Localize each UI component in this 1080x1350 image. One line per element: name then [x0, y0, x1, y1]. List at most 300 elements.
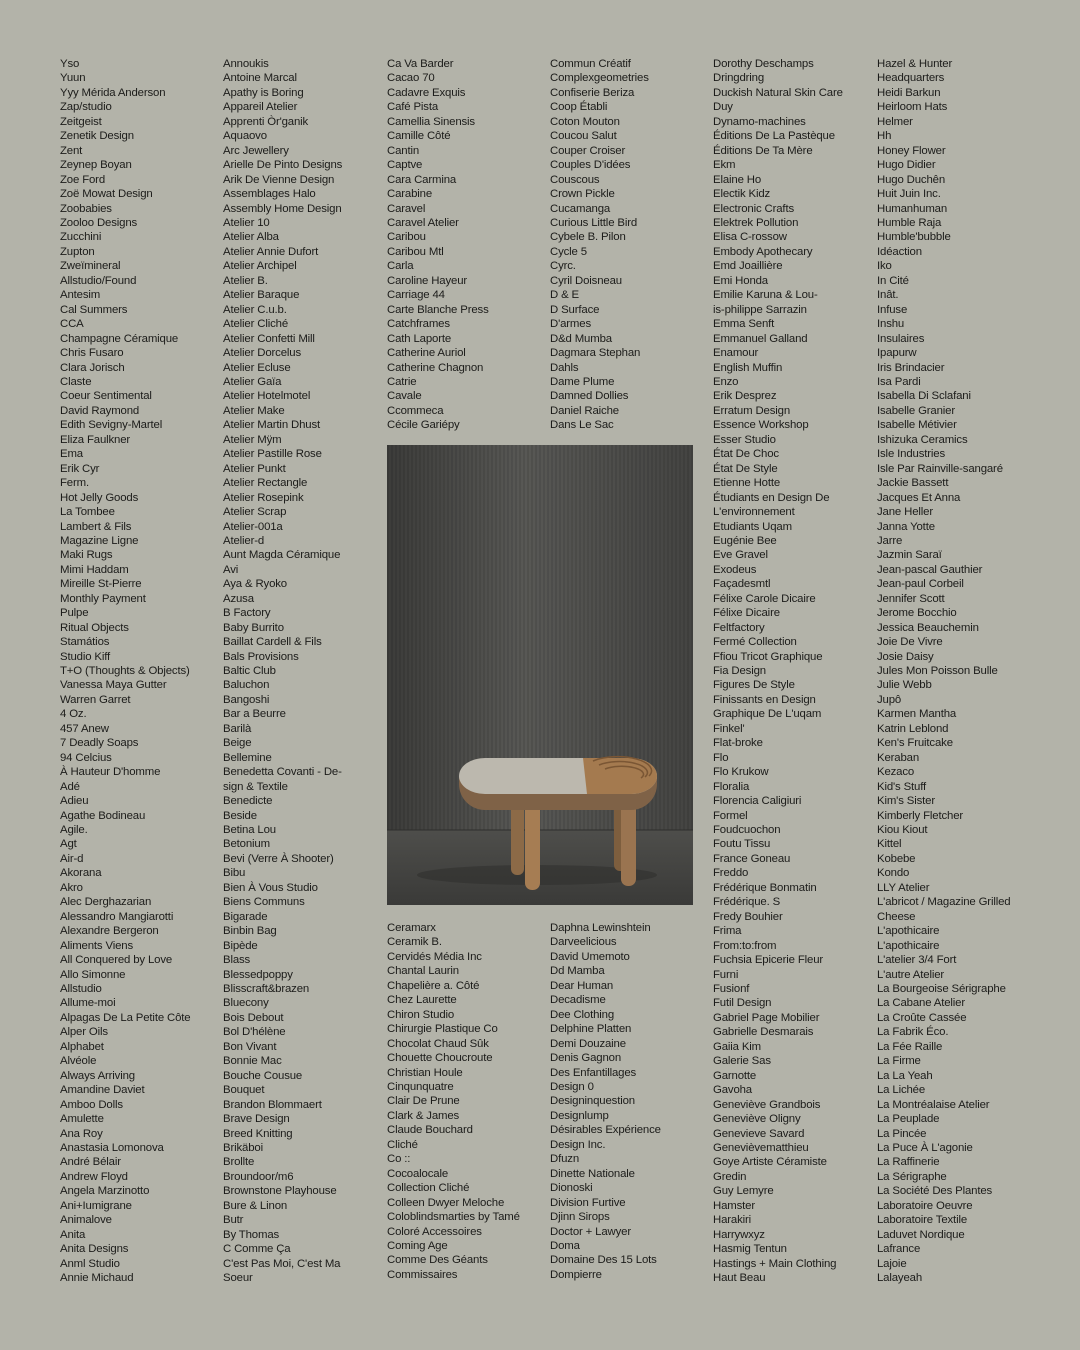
brand-name: Bellemine	[223, 751, 272, 764]
brand-name: Frédérique. S	[713, 896, 781, 909]
brand-name: Atelier Punkt	[223, 462, 286, 475]
brand-name: Furni	[713, 968, 739, 981]
brand-name: Étudiants en Design De	[713, 491, 830, 504]
brand-name: Atelier C.u.b.	[223, 303, 287, 316]
brand-name: Hot Jelly Goods	[60, 491, 139, 504]
brand-name: Anita Designs	[60, 1243, 129, 1256]
brand-name: Atelier Dorcelus	[223, 347, 301, 360]
brand-name: Cinqunquatre	[387, 1080, 454, 1093]
brand-name: Headquarters	[877, 72, 945, 85]
brand-name: Dans Le Sac	[550, 419, 614, 432]
brand-name: Agile.	[60, 824, 88, 837]
brand-name: Biens Communs	[223, 896, 305, 909]
brand-name: Betina Lou	[223, 824, 276, 837]
brand-name: Caribou	[387, 231, 426, 244]
brand-name: Kezaco	[877, 766, 915, 779]
brand-name: Couscous	[550, 173, 600, 186]
brand-column-2	[223, 57, 342, 1286]
brand-name: Chocolat Chaud Sûk	[387, 1037, 489, 1050]
brand-name: Appareil Atelier	[223, 101, 298, 114]
brand-name: Ceramik B.	[387, 936, 442, 949]
brand-name: Cocoalocale	[387, 1167, 449, 1180]
brand-name: Brownstone Playhouse	[223, 1185, 337, 1198]
brand-name: 94 Celcius	[60, 751, 112, 764]
brand-name: Jackie Bassett	[877, 477, 949, 490]
brand-name: Atelier Martin Dhust	[223, 419, 321, 432]
brand-name: Atelier Make	[223, 404, 285, 417]
brand-name: Atelier Scrap	[223, 506, 287, 519]
brand-name: Crown Pickle	[550, 188, 615, 201]
brand-name: Dynamo-machines	[713, 115, 806, 128]
brand-name: Arielle De Pinto Designs	[223, 159, 343, 172]
brand-name: Arik De Vienne Design	[223, 173, 335, 186]
brand-name: David Raymond	[60, 404, 140, 417]
brand-name: Flat-broke	[713, 737, 763, 750]
brand-name: Co ::	[387, 1153, 411, 1166]
brand-name: Éditions De La Pastèque	[713, 130, 835, 143]
brand-name: Alec Derghazarian	[60, 896, 152, 909]
brand-name: Hasmig Tentun	[713, 1243, 787, 1256]
brand-name: Emilie Karuna & Lou-	[713, 289, 818, 302]
brand-name: Zent	[60, 144, 83, 157]
brand-name: Bien À Vous Studio	[223, 881, 318, 894]
brand-name: Amandine Daviet	[60, 1084, 145, 1097]
brand-name: Dagmara Stephan	[550, 347, 641, 360]
brand-name: Graphique De L'uqam	[713, 708, 822, 721]
brand-name: Lajoie	[877, 1257, 907, 1270]
brand-name: Stamátios	[60, 636, 110, 649]
brand-name: Gavoha	[713, 1084, 752, 1097]
brand-name: Finissants en Design	[713, 693, 816, 706]
brand-name: Chiron Studio	[387, 1008, 455, 1021]
brand-name: Isabella Di Sclafani	[877, 390, 971, 403]
brand-name: Magazine Ligne	[60, 534, 139, 547]
brand-name: Julie Webb	[877, 679, 932, 692]
brand-name: La Montréalaise Atelier	[877, 1098, 990, 1111]
brand-name: Akro	[60, 881, 83, 894]
brand-name: Soeur	[223, 1272, 253, 1285]
brand-name: Isle Par Rainville-sangaré	[877, 462, 1003, 475]
brand-name: Félixe Carole Dicaire	[713, 592, 816, 605]
brand-name: Frédérique Bonmatin	[713, 881, 817, 894]
brand-name: Yso	[60, 58, 80, 70]
brand-name: La La Yeah	[877, 1069, 933, 1082]
brand-name: Flo Krukow	[713, 766, 769, 779]
brand-name: Emmanuel Galland	[713, 332, 808, 345]
brand-name: Alper Oils	[60, 1026, 108, 1039]
brand-name: Cyril Doisneau	[550, 274, 622, 287]
brand-name: By Thomas	[223, 1228, 280, 1241]
brand-name: France Goneau	[713, 852, 791, 865]
brand-name: In Cité	[877, 274, 909, 287]
brand-name: Eve Gravel	[713, 549, 768, 562]
brand-column-4-top	[550, 57, 649, 433]
brand-name: Laboratoire Oeuvre	[877, 1199, 973, 1212]
brand-name: Duy	[713, 101, 733, 114]
brand-name: Claste	[60, 375, 92, 388]
brand-name: Harakiri	[713, 1214, 752, 1227]
brand-name: Gaiia Kim	[713, 1040, 762, 1053]
brand-name: Demi Douzaine	[550, 1037, 626, 1050]
brand-name: Electik Kidz	[713, 188, 771, 201]
brand-name: Flo	[713, 751, 729, 764]
brand-name: Atelier Archipel	[223, 260, 297, 273]
brand-name: Ema	[60, 448, 83, 461]
brand-name: Humble Raja	[877, 216, 942, 229]
brand-name: Zweïmineral	[60, 260, 121, 273]
brand-name: Zoe Ford	[60, 173, 106, 186]
brand-name: Lafrance	[877, 1243, 921, 1256]
brand-name: Ishizuka Ceramics	[877, 433, 968, 446]
brand-name: Ipapurw	[877, 347, 917, 360]
brand-name: Couper Croiser	[550, 144, 626, 157]
brand-name: Atelier Ecluse	[223, 361, 291, 374]
brand-name: Atelier Cliché	[223, 318, 289, 331]
brand-name: La Fée Raille	[877, 1040, 943, 1053]
brand-name: Captve	[387, 159, 423, 172]
brand-name: Genevièvematthieu	[713, 1141, 809, 1154]
brand-name: Zooloo Designs	[60, 216, 138, 229]
brand-name: Erratum Design	[713, 404, 791, 417]
brand-name: Karmen Mantha	[877, 708, 957, 721]
brand-name: Dd Mamba	[550, 965, 605, 978]
brand-name: Ferm.	[60, 477, 89, 490]
brand-name: Warren Garret	[60, 693, 131, 706]
brand-name: sign & Textile	[223, 780, 288, 793]
brand-name: Zenetik Design	[60, 130, 134, 143]
brand-name: Des Enfantillages	[550, 1066, 637, 1079]
brand-name: All Conquered by Love	[60, 954, 173, 967]
brand-name: Brave Design	[223, 1113, 290, 1126]
brand-name: Maki Rugs	[60, 549, 113, 562]
brand-name: État De Choc	[713, 448, 779, 461]
brand-name: Cyrc.	[550, 260, 576, 273]
brand-name: Emma Senft	[713, 318, 775, 331]
brand-name: Janna Yotte	[877, 520, 935, 533]
brand-name: Delphine Platten	[550, 1023, 632, 1036]
brand-name: Catherine Chagnon	[387, 361, 484, 374]
brand-name: Mimi Haddam	[60, 563, 129, 576]
brand-name: Akorana	[60, 867, 102, 880]
brand-name: Aliments Viens	[60, 939, 134, 952]
brand-name: Baillat Cardell & Fils	[223, 636, 322, 649]
brand-name: L'atelier 3/4 Fort	[877, 954, 957, 967]
brand-name: Yyy Mérida Anderson	[60, 86, 166, 99]
brand-name: Baby Burrito	[223, 621, 284, 634]
brand-name: La Puce À L'agonie	[877, 1141, 973, 1154]
brand-name: Cavale	[387, 390, 422, 403]
brand-name: Florencia Caligiuri	[713, 795, 802, 808]
brand-name: C Comme Ça	[223, 1243, 291, 1256]
brand-name: Félixe Dicaire	[713, 607, 780, 620]
brand-name: Agathe Bodineau	[60, 809, 146, 822]
brand-name: Futil Design	[713, 997, 772, 1010]
brand-name: Anml Studio	[60, 1257, 120, 1270]
brand-name: Jane Heller	[877, 506, 933, 519]
brand-name: Butr	[223, 1214, 244, 1227]
brand-name: Coton Mouton	[550, 115, 620, 128]
brand-name: Helmer	[877, 115, 913, 128]
brand-name: Colleen Dwyer Meloche	[387, 1196, 505, 1209]
brand-name: D'armes	[550, 318, 591, 331]
brand-name: Finkel'	[713, 722, 745, 735]
brand-name: Cara Carmina	[387, 173, 457, 186]
brand-name: Atelier Annie Dufort	[223, 245, 319, 258]
brand-name: Coming Age	[387, 1239, 448, 1252]
brand-name: Allume-moi	[60, 997, 116, 1010]
brand-name: Bol D'hélène	[223, 1026, 286, 1039]
brand-name: Atelier Rectangle	[223, 477, 308, 490]
brand-name: Caravel	[387, 202, 426, 215]
brand-name: Dorothy Deschamps	[713, 58, 814, 70]
brand-name: C'est Pas Moi, C'est Ma	[223, 1257, 341, 1270]
brand-name: Arc Jewellery	[223, 144, 289, 157]
brand-name: Dompierre	[550, 1268, 602, 1281]
brand-name: Agt	[60, 838, 77, 851]
brand-name: Coucou Salut	[550, 130, 617, 143]
brand-name: Duckish Natural Skin Care	[713, 86, 843, 99]
brand-name: Apathy is Boring	[223, 86, 304, 99]
brand-name: Josie Daisy	[877, 650, 934, 663]
brand-name: À Hauteur D'homme	[60, 766, 161, 779]
brand-name: Animalove	[60, 1214, 112, 1227]
brand-name: Chantal Laurin	[387, 965, 459, 978]
brand-name: Edith Sevigny-Martel	[60, 419, 163, 432]
brand-name: Clair De Prune	[387, 1095, 460, 1108]
brand-name: Hh	[877, 130, 892, 143]
brand-name: Yuun	[60, 72, 86, 85]
brand-name: Erik Cyr	[60, 462, 100, 475]
brand-name: Alessandro Mangiarotti	[60, 910, 174, 923]
brand-name: Huit Juin Inc.	[877, 188, 941, 201]
brand-name: Doctor + Lawyer	[550, 1225, 631, 1238]
brand-name: Clara Jorisch	[60, 361, 125, 374]
brand-name: Gabrielle Desmarais	[713, 1026, 814, 1039]
brand-name: La Croûte Cassée	[877, 1011, 967, 1024]
brand-name: Zap/studio	[60, 101, 112, 114]
brand-name: D & E	[550, 289, 580, 302]
brand-name: David Umemoto	[550, 950, 630, 963]
brand-name: Atelier 10	[223, 216, 270, 229]
brand-name: Fia Design	[713, 665, 766, 678]
brand-name: Caribou Mtl	[387, 245, 444, 258]
brand-name: Ana Roy	[60, 1127, 103, 1140]
brand-name: Monthly Payment	[60, 592, 146, 605]
brand-name: Éditions De Ta Mère	[713, 144, 813, 157]
brand-name: Floralia	[713, 780, 750, 793]
brand-name: Eliza Faulkner	[60, 433, 131, 446]
brand-name: L'abricot / Magazine Grilled	[877, 896, 1011, 909]
brand-name: Chouette Choucroute	[387, 1052, 493, 1065]
brand-name: Cadavre Exquis	[387, 86, 466, 99]
brand-name: Ca Va Barder	[387, 58, 454, 70]
brand-column-1	[60, 57, 191, 1286]
brand-name: Domaine Des 15 Lots	[550, 1254, 657, 1267]
brand-name: CCA	[60, 318, 84, 331]
brand-name: Kondo	[877, 867, 910, 880]
brand-name: Atelier Rosepink	[223, 491, 304, 504]
brand-name: La Peuplade	[877, 1113, 940, 1126]
brand-name: Daphna Lewinshtein	[550, 922, 651, 934]
brand-name: Chez Laurette	[387, 994, 457, 1007]
brand-name: Alpagas De La Petite Côte	[60, 1011, 191, 1024]
brand-name: Goye Artiste Céramiste	[713, 1156, 827, 1169]
brand-name: Cybele B. Pilon	[550, 231, 626, 244]
brand-name: Zeynep Boyan	[60, 159, 132, 172]
brand-name: Vanessa Maya Gutter	[60, 679, 167, 692]
brand-name: Atelier Baraque	[223, 289, 300, 302]
brand-name: Ani+Iumigrane	[60, 1199, 132, 1212]
brand-name: Iko	[877, 260, 892, 273]
brand-name: Atelier Alba	[223, 231, 279, 244]
brand-name: Keraban	[877, 751, 920, 764]
brand-name: Studio Kiff	[60, 650, 111, 663]
brand-name: Infuse	[877, 303, 908, 316]
brand-name: Ekm	[713, 159, 736, 172]
brand-name: Zoë Mowat Design	[60, 188, 153, 201]
brand-name: Carla	[387, 260, 414, 273]
brand-name: Azusa	[223, 592, 254, 605]
brand-name: Emi Honda	[713, 274, 768, 287]
brand-name: Hazel & Hunter	[877, 58, 953, 70]
brand-name: Gredin	[713, 1170, 747, 1183]
brand-name: Heirloom Hats	[877, 101, 948, 114]
brand-name: Bals Provisions	[223, 650, 299, 663]
brand-name: Dee Clothing	[550, 1008, 615, 1021]
brand-name: Joie De Vivre	[877, 636, 943, 649]
brand-name: Cucamanga	[550, 202, 611, 215]
brand-name: Champagne Céramique	[60, 332, 179, 345]
brand-name: Alphabet	[60, 1040, 104, 1053]
brand-name: Bon Vivant	[223, 1040, 277, 1053]
brand-name: T+O (Thoughts & Objects)	[60, 665, 190, 678]
brand-name: Geneviève Grandbois	[713, 1098, 821, 1111]
brand-name: Cantin	[387, 144, 420, 157]
brand-name: Etudiants Uqam	[713, 520, 792, 533]
brand-name: Brollte	[223, 1156, 255, 1169]
brand-name: Coloblindsmarties by Tamé	[387, 1211, 520, 1224]
brand-name: Geneviève Oligny	[713, 1113, 801, 1126]
brand-name: Cath Laporte	[387, 332, 452, 345]
brand-name: Bouquet	[223, 1084, 265, 1097]
brand-name: Façadesmtl	[713, 578, 771, 591]
brand-name: Atelier Pastille Rose	[223, 448, 322, 461]
brand-name: Enzo	[713, 375, 739, 388]
brand-name: Blisscraft&brazen	[223, 983, 310, 995]
brand-name: Christian Houle	[387, 1066, 463, 1079]
brand-name: Gabriel Page Mobilier	[713, 1011, 820, 1024]
brand-name: Feltfactory	[713, 621, 765, 634]
brand-name: État De Style	[713, 462, 778, 475]
brand-name: 4 Oz.	[60, 708, 87, 721]
brand-name: Garnotte	[713, 1069, 757, 1082]
brand-name: D Surface	[550, 303, 600, 316]
brand-name: Carriage 44	[387, 289, 445, 302]
brand-name: English Muffin	[713, 361, 783, 374]
brand-name: Essence Workshop	[713, 419, 809, 432]
brand-name: Blass	[223, 954, 251, 967]
brand-name: Aunt Magda Céramique	[223, 549, 341, 562]
brand-name: Elektrek Pollution	[713, 216, 799, 229]
brand-name: Commissaires	[387, 1268, 458, 1281]
brand-name: Humanhuman	[877, 202, 948, 215]
brand-name: Allo Simonne	[60, 968, 126, 981]
brand-name: Amulette	[60, 1113, 104, 1126]
brand-name: Andrew Floyd	[60, 1170, 128, 1183]
brand-name: Guy Lemyre	[713, 1185, 774, 1198]
brand-name: Anita	[60, 1228, 86, 1241]
brand-name: Camellia Sinensis	[387, 115, 475, 128]
brand-name: Ken's Fruitcake	[877, 737, 953, 750]
brand-name: Atelier Mÿm	[223, 433, 282, 446]
brand-name: La Cabane Atelier	[877, 997, 966, 1010]
brand-name: L'autre Atelier	[877, 968, 945, 981]
brand-name: Apprenti Òr'ganik	[223, 115, 309, 128]
brand-name: Ritual Objects	[60, 621, 129, 634]
brand-name: Coloré Accessoires	[387, 1225, 482, 1238]
brand-name: Design Inc.	[550, 1138, 606, 1151]
brand-column-6	[877, 57, 1010, 1286]
brand-name: La Sérigraphe	[877, 1170, 947, 1183]
brand-name: Aya & Ryoko	[223, 578, 287, 591]
brand-name: Jules Mon Poisson Bulle	[877, 665, 998, 678]
brand-name: Hastings + Main Clothing	[713, 1257, 837, 1270]
brand-name: Allstudio/Found	[60, 274, 137, 287]
brand-name: Jennifer Scott	[877, 592, 945, 605]
brand-name: Amboo Dolls	[60, 1098, 123, 1111]
brand-name: Embody Apothecary	[713, 245, 813, 258]
brand-name: Darveelicious	[550, 936, 617, 949]
brand-name: Breed Knitting	[223, 1127, 293, 1140]
brand-name: Chris Fusaro	[60, 347, 124, 360]
brand-name: Antesim	[60, 289, 101, 302]
brand-name: Chirurgie Plastique Co	[387, 1023, 498, 1036]
brand-name: Lambert & Fils	[60, 520, 132, 533]
brand-name: Bois Debout	[223, 1011, 284, 1024]
brand-name: Annie Michaud	[60, 1272, 134, 1285]
brand-name: L'environnement	[713, 506, 795, 519]
brand-name: Allstudio	[60, 983, 102, 995]
brand-name: La Lichée	[877, 1084, 926, 1097]
brand-name: Baltic Club	[223, 665, 276, 678]
brand-name: Assembly Home Design	[223, 202, 342, 215]
brand-name: Isabelle Granier	[877, 404, 956, 417]
brand-name: Daniel Raiche	[550, 404, 619, 417]
brand-name: Catherine Auriol	[387, 347, 466, 360]
brand-name: Isa Pardi	[877, 375, 921, 388]
brand-name: Bonnie Mac	[223, 1055, 282, 1068]
brand-name: Elisa C-rossow	[713, 231, 787, 244]
brand-name: Atelier-d	[223, 534, 265, 547]
brand-name: L'apothicaire	[877, 939, 940, 952]
brand-name: Damned Dollies	[550, 390, 629, 403]
brand-name: Ccommeca	[387, 404, 444, 417]
brand-name: Cycle 5	[550, 245, 587, 258]
brand-name: Bure & Linon	[223, 1199, 288, 1212]
brand-name: Zoobabies	[60, 202, 112, 215]
brand-name: 457 Anew	[60, 722, 109, 735]
brand-name: Hamster	[713, 1199, 755, 1212]
brand-name: Foudcuochon	[713, 824, 781, 837]
brand-name: Hugo Duchên	[877, 173, 946, 186]
brand-name: Comme Des Géants	[387, 1254, 488, 1267]
brand-name: La Raffinerie	[877, 1156, 940, 1169]
brand-name: Caroline Hayeur	[387, 274, 468, 287]
brand-name: Atelier Gaïa	[223, 375, 282, 388]
brand-name: Figures De Style	[713, 679, 795, 692]
brand-name: Bibu	[223, 867, 246, 880]
brand-name: Jacques Et Anna	[877, 491, 961, 504]
